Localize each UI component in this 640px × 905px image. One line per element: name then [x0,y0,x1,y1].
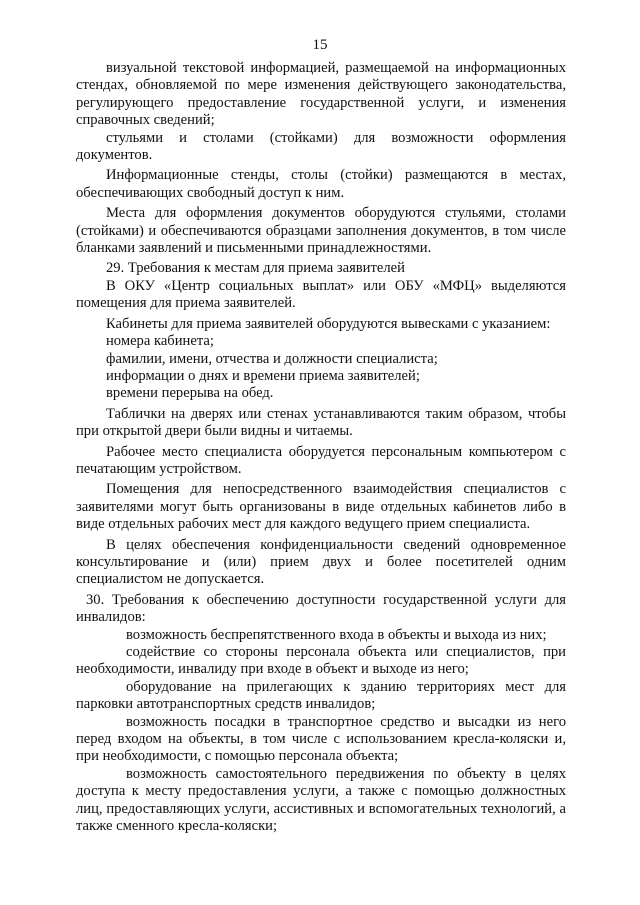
page-number: 15 [312,37,328,53]
paragraph: Рабочее место специалиста оборудуется персональным компьютером с печатающим устройством. [76,443,566,477]
paragraph: В целях обеспечения конфиденциальности сведений одновременное консультирование и (или) прием двух и более посетителей одним специалистом не допускается. [76,536,566,588]
section-heading: 30. Требования к обеспечению доступности государственной услуги для инвалидов: [76,591,566,626]
paragraph: Информационные стенды, столы (стойки) размещаются в местах, обеспечивающих свободный доступ к ним. [76,167,566,201]
list-item: содействие со стороны персонала объекта или специалистов, при необходимости, инвалиду при входе в объект и выходе из него; [76,644,566,678]
paragraph: Места для оформления документов оборудуются стульями, столами (стойками) и обеспечиваются образцами заполнения документов, в том числе бланками заявлений и письменными принадлежностями. [76,205,566,257]
document-body [76,60,566,835]
paragraph: В ОКУ «Центр социальных выплат» или ОБУ «МФЦ» выделяются помещения для приема заявителей. [76,277,566,312]
list-item: оборудование на прилегающих к зданию территориях мест для парковки автотранспортных средств инвалидов; [76,678,566,713]
paragraph: стульями и столами (стойками) для возможности оформления документов. [76,129,566,164]
paragraph: Таблички на дверях или стенах устанавливаются таким образом, чтобы при открытой двери были видны и читаемы. [76,405,566,440]
list-item: времени перерыва на обед. [106,385,274,402]
list-item: возможность посадки в транспортное средство и высадки из него перед входом на объекты, в том числе с использованием кресла-коляски и, при необходимости, с помощью персонала объекта; [76,713,566,765]
list-item: информации о днях и времени приема заявителей; [106,367,420,384]
list-item: возможность беспрепятственного входа в объекты и выхода из них; [126,626,547,643]
list-item: возможность самостоятельного передвижения по объекту в целях доступа к месту предоставления услуги, а также с помощью должностных лиц, предоставляющих услуги, ассистивных и вспомогательных технологий, а также сменного кресла-коляски; [76,765,566,835]
section-heading: 29. Требования к местам для приема заявителей [106,260,405,277]
paragraph: визуальной текстовой информацией, размещаемой на информационных стендах, обновляемой по мере изменения действующего законодательства, регулирующего предоставление государственной услуги, и изменения справочных сведений; [76,60,566,129]
list-item: номера кабинета; [106,333,214,350]
paragraph: Помещения для непосредственного взаимодействия специалистов с заявителями могут быть организованы в виде отдельных кабинетов либо в виде отдельных рабочих мест для каждого ведущего прием специалиста. [76,481,566,533]
paragraph: Кабинеты для приема заявителей оборудуются вывесками с указанием: [106,315,551,332]
list-item: фамилии, имени, отчества и должности специалиста; [106,350,438,367]
